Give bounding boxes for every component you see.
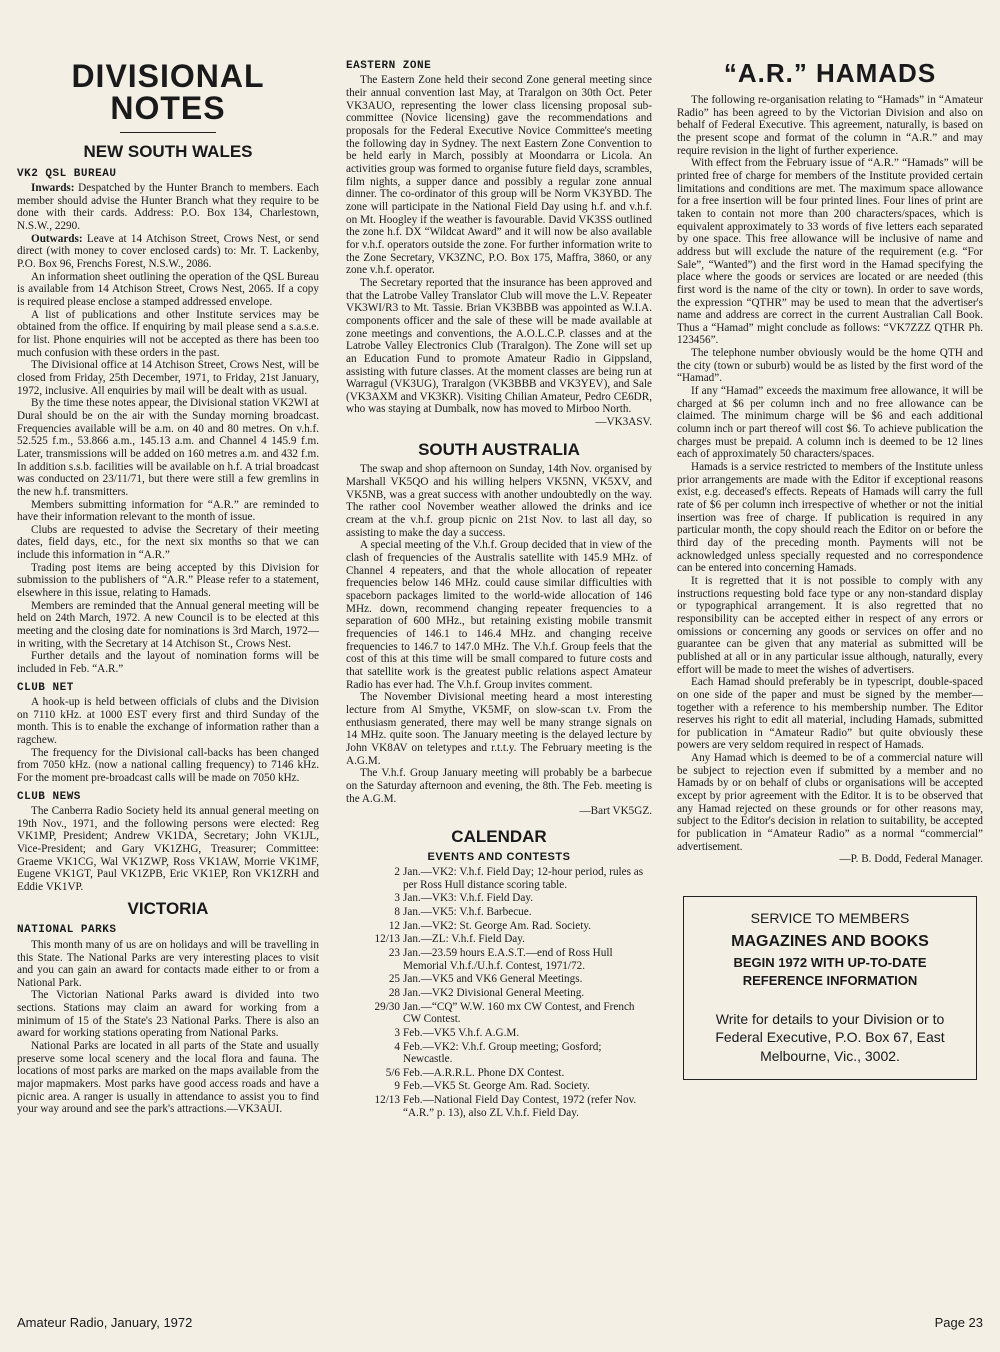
- hamads-paragraph: Each Hamad should preferably be in typescript, double-spaced on one side of the paper and must be signed by the member—together with a reference to his membership number. The Editor reserves his right to edit all material, including Hamads, submitted for publication in “Amateur Radio” but quite obviously these powers are very seldom required in respect of Hamads.: [677, 676, 983, 752]
- ad-reference-line: REFERENCE INFORMATION: [742, 972, 918, 988]
- calendar-text: Jan.—VK5 and VK6 General Meetings.: [403, 973, 583, 986]
- service-advertisement: [683, 896, 977, 1080]
- calendar-date: 2: [394, 865, 400, 878]
- calendar-entry: [346, 1067, 652, 1080]
- ad-magazines-line: MAGAZINES AND BOOKS: [731, 932, 929, 950]
- events-contests-subheading: EVENTS AND CONTESTS: [427, 850, 571, 863]
- calendar-entry: [346, 1094, 652, 1119]
- calendar-date: 23: [388, 946, 400, 959]
- nsw-paragraph: An information sheet outlining the operation of the QSL Bureau is available from 14 Atchison Street, Crows Nest, 2065. If a copy is required please enclose a stamped addressed envelope.: [17, 270, 319, 309]
- right-column: [677, 58, 983, 1080]
- national-parks-subheading: NATIONAL PARKS: [17, 924, 117, 937]
- calendar-entry: [346, 866, 652, 891]
- club-news-subheading: CLUB NEWS: [17, 790, 81, 803]
- calendar-entry: [346, 906, 652, 919]
- victoria-paragraph: National Parks are located in all parts of the State and usually preserve some local scenery and the local flora and fauna. The locations of most parks are marked on the maps available from the major mapmakers. Most parks have good access roads and have a picnic area. A ranger is usually in attendance to assist you to find your way around and see the park's attractions.—VK3AUI.: [17, 1040, 319, 1116]
- nsw-paragraph: Further details and the layout of nomination forms will be included in Feb. “A.R.”: [17, 650, 319, 676]
- calendar-date: 29/30: [374, 1000, 400, 1013]
- victoria-paragraph: The Victorian National Parks award is divided into two sections. Stations may claim an award for working from a minimum of 15 of the State's 23 National Parks. There is also an award for working stations operating from National Parks.: [17, 989, 319, 1040]
- calendar-date: 3: [394, 892, 400, 905]
- club-net-paragraph: A hook-up is held between officials of clubs and the Division on 7110 kHz. at 1000 EST every first and third Sunday of the month. This is to enable the exchange of information rather than a ragchew.: [17, 696, 319, 747]
- calendar-text: Jan.—VK3: V.h.f. Field Day.: [403, 892, 533, 905]
- hamads-paragraph: Any Hamad which is deemed to be of a commercial nature will be subject to rejection even if submitted by a member and no Hamads by or on behalf of clubs or organisations will be accepted except by prior agreement with the Editor. It is to be observed that any Hamad rejected on these grounds or for other reasons may, subject to the Editor's decision in relation to suitability, be accepted for publication in “Amateur Radio” as a normal “commercial” advertisement.: [677, 752, 983, 853]
- calendar-date: 5/6: [385, 1066, 400, 1079]
- sa-paragraph: The swap and shop afternoon on Sunday, 14th Nov. organised by Marshall VK5QO and his willing helpers VK5NN, VK5XV, and VK5NB, was a great success with another undoubtedly on the way. The rather cool November weather allowed the drinks and ice cream at the v.h.f. group picnic on 21st Nov. to last all day, so assisting to make the day a success.: [346, 463, 652, 539]
- sa-paragraph: The November Divisional meeting heard a most interesting lecture from Al Smythe, VK5MF, on slow-scan t.v. From the enthusiasm generated, there may well be many strange signals on 14 MHz. quite soon. The January meeting is the delayed lecture by John VK8AV on teletypes and r.t.t.y. The February meeting is the A.G.M.: [346, 691, 652, 767]
- calendar-entry: [346, 1080, 652, 1093]
- nsw-heading: NEW SOUTH WALES: [83, 142, 253, 161]
- calendar-text: Jan.—“CQ” W.W. 160 mx CW Contest, and French CW Contest.: [403, 1000, 635, 1026]
- title-rule: [120, 132, 216, 133]
- calendar-text: Feb.—VK2: V.h.f. Group meeting; Gosford; Newcastle.: [403, 1040, 602, 1066]
- outwards-label: Outwards:: [31, 232, 83, 245]
- nsw-paragraph: A list of publications and other Institute services may be obtained from the office. If enquiring by mail please send a s.a.s.e. for list. Phone enquiries will not be accepted as there has been too much confusion with these orders in the past.: [17, 308, 319, 359]
- calendar-text: Feb.—National Field Day Contest, 1972 (refer Nov. “A.R.” p. 13), also ZL V.h.f. Field Day.: [403, 1094, 637, 1119]
- calendar-date: 28: [388, 986, 400, 999]
- calendar-entry: [346, 973, 652, 986]
- club-net-paragraph: The frequency for the Divisional call-backs has been changed from 7050 kHz. (now a national calling frequency) to 7146 kHz. For the moment pre-broadcast calls will be made on 7050 kHz.: [17, 746, 319, 785]
- divisional-notes-title: DIVISIONAL NOTES: [71, 58, 265, 126]
- calendar-text: Jan.—VK2: St. George Am. Rad. Society.: [403, 919, 591, 932]
- calendar-entry: [346, 892, 652, 905]
- hamads-title: “A.R.” HAMADS: [723, 58, 937, 88]
- nsw-paragraph: Clubs are requested to advise the Secretary of their meeting dates, field days, etc., for the next six months so that we can include this information in “A.R.”: [17, 523, 319, 562]
- page-footer: [17, 1315, 983, 1330]
- sa-signature: —Bart VK5GZ.: [579, 805, 652, 818]
- eastern-zone-paragraph: The Eastern Zone held their second Zone general meeting since their annual convention last May, at Traralgon on 30th Oct. Peter VK3AUO, representing the lower class licensing proposal sub-committee (Novice licensing) gave the recommendations and proposals for the Federal Executive Novice Committee's meeting the following day in Sydney. The next Eastern Zone Convention to be held early in March, possibly at Moondarra or Licola. An activities group was formed to organise future field days, scrambles, film nights, a supper dance and possibly a regular zone annual dinner. The co-ordinator of this group will be Norm VK3YBD. The zone will participate in the National Field Day using h.f. and v.h.f. on Mt. Hoogley if the weather is favourable. David VK3SS outlined the zone h.f. DX “Wildcat Award” and it will now be also available for v.h.f. operators outside the zone. For further information write to the Zone Secretary, VK3ZNC, P.O. Box 175, Maffra, 3860, or any zone v.h.f. operator.: [346, 74, 652, 277]
- calendar-entry: [346, 987, 652, 1000]
- left-column: [17, 58, 319, 1116]
- calendar-text: Jan.—VK2: V.h.f. Field Day; 12-hour period, rules as per Ross Hull distance scoring table.: [403, 865, 644, 891]
- ad-service-line: SERVICE TO MEMBERS: [750, 910, 910, 927]
- club-net-subheading: CLUB NET: [17, 681, 74, 694]
- sa-paragraph: The V.h.f. Group January meeting will probably be a barbecue on the Saturday afternoon and evening, the 8th. The Feb. meeting is the A.G.M.: [346, 767, 652, 805]
- nsw-paragraph: Members are reminded that the Annual general meeting will be held on 24th March, 1972. A new Council is to be elected at this meeting and the closing date for nominations is 3rd March, 1972—in writing, with the Secretary at 14 Atchison St., Crows Nest.: [17, 599, 319, 650]
- hamads-paragraph: The following re-organisation relating to “Hamads” in “Amateur Radio” has been agreed to by the Victorian Division and also on behalf of Federal Executive. This agreement, naturally, is based on the present scope and format of the column in “A.R.” and may require revision in the light of further experience.: [677, 94, 983, 157]
- eastern-zone-subheading: EASTERN ZONE: [346, 60, 432, 72]
- calendar-text: Feb.—VK5 St. George Am. Rad. Society.: [403, 1080, 590, 1093]
- publication-date: Amateur Radio, January, 1972: [17, 1315, 193, 1330]
- nsw-paragraph: Members submitting information for “A.R.” are reminded to have their information relevant to the month of issue.: [17, 498, 319, 524]
- middle-column: [346, 60, 652, 1120]
- calendar-entry: [346, 1001, 652, 1026]
- calendar-date: 12: [388, 919, 400, 932]
- calendar-date: 9: [394, 1080, 400, 1093]
- hamads-paragraph: If any “Hamad” exceeds the maximum free allowance, it will be charged at $6 per column inch and no free allowance can be claimed. The minimum charge will be $6 and each additional column inch or part thereof will cost $6. To achieve publication the charges must be prepaid. A column inch is deemed to be 12 lines each of approximately 50 characters/spaces.: [677, 385, 983, 461]
- calendar-heading: CALENDAR: [451, 826, 547, 846]
- eastern-zone-paragraph: The Secretary reported that the insurance has been approved and that the Latrobe Valley Translator Club will move the L.V. Repeater VK3WI/R3 to Mt. Tassie. Brian VK3BBB was appointed as W.I.A. components officer and the sale of these will be made available at zone meetings and conventions, the A.O.L.C.P. classes and at the Latrobe Valley Electronics Club (Traralgon). The Zone will set up an Education Fund to promote Amateur Radio in Gippsland, assisting with future classes. At the moment classes are being run at Warragul (VK3UG), Traralgon (VK3BBB and VK3YEV), and Sale (VK3AXM and VK3KR). Visiting Chilian Amateur, Pedro CE6DR, who was staying at Dumbalk, now has moved to Mirboo North.: [346, 276, 652, 416]
- ad-contact-text: Write for details to your Division or to Federal Executive, P.O. Box 67, East Melbourne, Vic., 3002.: [715, 1011, 945, 1064]
- calendar-text: Jan.—23.59 hours E.A.S.T.—end of Ross Hull Memorial V.h.f./U.h.f. Contest, 1971/72.: [403, 946, 613, 972]
- calendar-entry: [346, 947, 652, 972]
- calendar-text: Jan.—ZL: V.h.f. Field Day.: [403, 933, 525, 946]
- qsl-bureau-subheading: VK2 QSL BUREAU: [17, 167, 117, 180]
- calendar-entry: [346, 920, 652, 933]
- sa-paragraph: A special meeting of the V.h.f. Group decided that in view of the clash of frequencies of the Australis satellite with 145.9 MHz. of Channel 4 repeaters, and that the whole allocation of repeater frequencies below 146 MHz. could cause similar difficulties with spaceborn packages limited to the world-wide allocation of 146 MHz. down, recommend changing repeater frequencies to a separation of 600 MHz., but retaining existing mobile transmit frequencies of 146.1 to 146.4 MHz. and changing receive frequencies to 146.7 to 147.0 MHz. The V.h.f. Group feels that the cost of this at this time will be small compared to future costs and that satellite work is the greatest public relations aspect Amateur Radio has ever had. The V.h.f. Group invites comment.: [346, 539, 652, 691]
- hamads-paragraph: With effect from the February issue of “A.R.” “Hamads” will be printed free of charge for members of the Institute provided certain limitations and conditions are met. The maximum space allowance for a free insertion will be four printed lines. Four lines of print are taken to contain not more than 200 characters/spaces, which is equivalent approximately to 33 words of five letters each separated by one space. This free allowance will be inclusive of name and address but will exclude the nature of the requirement (e.g. “For Sale”, “Wanted”) and the first word in the Hamad specifying the place where the goods or services are located or are needed (this first word is the name of the city or town). In order to save words, the expression “QTHR” may be used to mean that the advertiser's name and address are correct in the current Australian Call Book. Thus a “Hamad” might conclude as follows: “VK7ZZZ QTHR Ph. 123456”.: [677, 157, 983, 347]
- nsw-paragraph: By the time these notes appear, the Divisional station VK2WI at Dural should be on the air with the Sunday morning broadcast. Frequencies available will be a.m. on 40 and 80 metres. On v.h.f. 52.525 f.m., 53.866 a.m., 145.13 a.m. and Channel 4 145.9 f.m. Later, transmissions will be added on 160 metres a.m. and 432 f.m. In addition s.s.b. facilities will be available on h.f. A trial broadcast was conducted on 23/11/71, but there were still a few gremlins in the new h.f. transmitters.: [17, 397, 319, 498]
- calendar-entry: [346, 1027, 652, 1040]
- calendar-text: Feb.—A.R.R.L. Phone DX Contest.: [403, 1066, 565, 1079]
- outwards-paragraph: [17, 233, 319, 271]
- calendar-text: Jan.—VK2 Divisional General Meeting.: [403, 986, 585, 999]
- calendar-date: 12/13: [374, 1094, 400, 1107]
- calendar-date: 25: [388, 973, 400, 986]
- hamads-signature: —P. B. Dodd, Federal Manager.: [839, 853, 983, 866]
- inwards-paragraph: [17, 182, 319, 233]
- victoria-heading: VICTORIA: [127, 898, 209, 918]
- inwards-label: Inwards:: [31, 182, 75, 195]
- calendar-text: Jan.—VK5: V.h.f. Barbecue.: [403, 905, 532, 918]
- calendar-date: 12/13: [374, 933, 400, 946]
- victoria-paragraph: This month many of us are on holidays and will be travelling in this State. The National Parks are very interesting places to visit and you can gain an award for contacts made either to or from a National Park.: [17, 938, 319, 989]
- club-news-paragraph: The Canberra Radio Society held its annual general meeting on 19th Nov., 1971, and the following persons were elected: Reg VK1MP, President; Andrew VK1DA, Secretary; John VK1JL, Vice-President; and Gary VK1ZHG, Treasurer; Committee: Graeme VK1CG, Wal VK1ZWP, Ross VK1AW, Morrie VK1MF, Eugene VK1GT, Paul VK1ZPB, Eric VK1EP, Ron VK1ZRH and Eddie VK1VP.: [17, 805, 319, 894]
- nsw-paragraph: Trading post items are being accepted by this Division for submission to the publishers of “A.R.” Please refer to a statement, elsewhere in this issue, relating to Hamads.: [17, 561, 319, 600]
- ad-begin-line: BEGIN 1972 WITH UP-TO-DATE: [733, 954, 927, 970]
- eastern-zone-signature: —VK3ASV.: [595, 416, 652, 429]
- page-number: Page 23: [934, 1315, 983, 1330]
- calendar-date: 8: [394, 905, 400, 918]
- calendar-date: 4: [394, 1040, 400, 1053]
- calendar-text: Feb.—VK5 V.h.f. A.G.M.: [403, 1026, 520, 1039]
- calendar-entry: [346, 1041, 652, 1066]
- calendar-date: 3: [394, 1026, 400, 1039]
- outwards-text: Leave at 14 Atchison Street, Crows Nest, or send direct (with money to cover enclosed cards) to: Mr. T. Lackenby, P.O. Box 96, Frenchs Forest, N.S.W., 2086.: [17, 232, 319, 271]
- south-australia-heading: SOUTH AUSTRALIA: [418, 439, 580, 459]
- hamads-paragraph: It is regretted that it is not possible to comply with any instructions requesting bold face type or any non-standard display or typographical arrangement. It is also regretted that no responsibility can be accepted either in respect of any errors or omissions or concerning any goods or services on offer and no guarantee can be given that any material as submitted will be published at all or in any particular issue although, naturally, every effort will be made to meet the wishes of advertisers.: [677, 574, 983, 676]
- nsw-paragraph: The Divisional office at 14 Atchison Street, Crows Nest, will be closed from Friday, 25th December, 1971, to Friday, 21st January, 1972, inclusive. All enquiries by mail will be dealt with as usual.: [17, 359, 319, 397]
- hamads-paragraph: The telephone number obviously would be the home QTH and the city (town or suburb) would be as listed by the first word of the “Hamad”.: [677, 347, 983, 385]
- hamads-paragraph: Hamads is a service restricted to members of the Institute unless prior arrangements are made with the Editor if exceptional reasons exist, e.g. deceased's effects. Repeats of Hamads will carry the full rate of $6 per column inch irrespective of whether or not the initial insertion was free of charge. If publication is required in any particular month, the copy should reach the Editor on or before the third day of the preceding month. Payments will not be acknowledged unless specially requested and no correspondence can be entered into concerning Hamads.: [677, 461, 983, 575]
- inwards-text: Despatched by the Hunter Branch to members. Each member should advise the Hunter Branch what they require to be done with their cards. Address: P.O. Box 134, Charlestown, N.S.W., 2290.: [17, 182, 320, 233]
- calendar-list: [346, 866, 652, 1119]
- calendar-entry: [346, 933, 652, 946]
